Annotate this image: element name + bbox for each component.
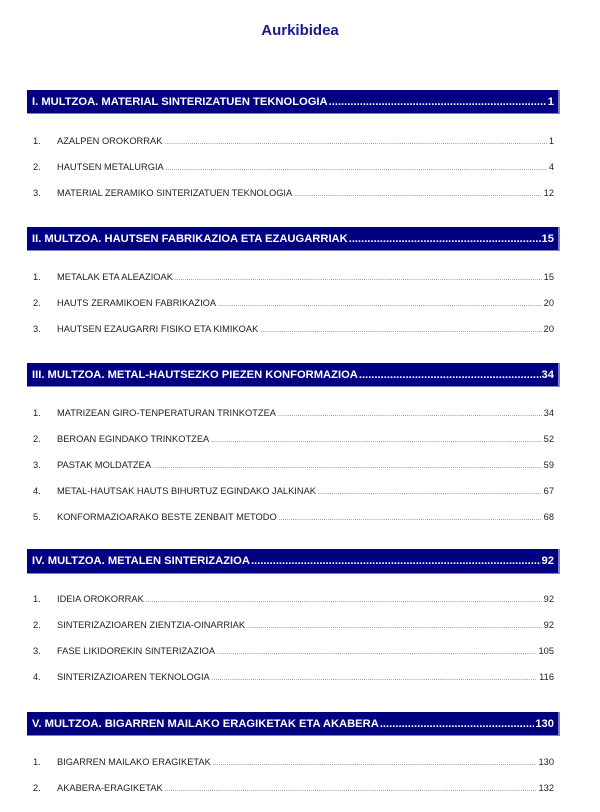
- toc-part-1: [27, 90, 560, 198]
- dot-leader: [247, 623, 542, 630]
- toc-part-4: [27, 549, 560, 682]
- part-header[interactable]: [27, 90, 560, 114]
- chapter-page-number: 92: [543, 620, 554, 630]
- part-page-number: 34: [541, 368, 554, 381]
- dot-leader: [166, 165, 547, 172]
- chapter-label: IDEIA OROKORRAK: [57, 594, 144, 604]
- part-page-number: 15: [541, 232, 554, 245]
- toc-chapter[interactable]: [27, 188, 554, 202]
- dot-leader: [217, 649, 536, 656]
- chapter-label: METAL-HAUTSAK HAUTS BIHURTUZ EGINDAKO JALKINAK: [57, 486, 316, 496]
- chapter-number: 2.: [33, 162, 41, 172]
- chapter-page-number: 15: [543, 272, 554, 282]
- toc-chapter[interactable]: [27, 672, 554, 686]
- part-header[interactable]: [27, 227, 560, 251]
- chapter-page-number: 92: [543, 594, 554, 604]
- chapter-page-number: 59: [543, 460, 554, 470]
- part-header[interactable]: [27, 549, 560, 574]
- toc-chapter[interactable]: [27, 460, 554, 474]
- chapter-label: BEROAN EGINDAKO TRINKOTZEA: [57, 434, 210, 444]
- dot-leader: [318, 489, 542, 496]
- toc-chapter[interactable]: [27, 757, 554, 771]
- chapter-label: METALAK ETA ALEAZIOAK: [57, 272, 173, 282]
- chapter-label: PASTAK MOLDATZEA: [57, 460, 152, 470]
- chapter-page-number: 52: [543, 434, 554, 444]
- part-label: IV. MULTZOA. METALEN SINTERIZAZIOA: [32, 555, 250, 567]
- dot-leader: [146, 597, 542, 604]
- part-label: V. MULTZOA. BIGARREN MAILAKO ERAGIKETAK ETA AKABERA: [32, 717, 379, 730]
- toc-chapter[interactable]: [27, 646, 554, 660]
- toc-chapter[interactable]: [27, 324, 554, 338]
- dot-leader: [278, 411, 542, 418]
- chapter-label: MATRIZEAN GIRO-TENPERATURAN TRINKOTZEA: [57, 408, 277, 418]
- dot-leader: [212, 675, 537, 682]
- chapter-page-number: 116: [539, 672, 554, 682]
- part-label: I. MULTZOA. MATERIAL SINTERIZATUEN TEKNOLOGIA: [32, 95, 328, 108]
- dot-leader: [260, 327, 541, 334]
- toc-chapter[interactable]: [27, 783, 554, 797]
- chapter-label: BIGARREN MAILAKO ERAGIKETAK: [57, 757, 211, 767]
- chapter-number: 3.: [33, 646, 41, 656]
- part-label: III. MULTZOA. METAL-HAUTSEZKO PIEZEN KONFORMAZIOA: [32, 368, 358, 381]
- chapter-number: 5.: [33, 512, 41, 522]
- chapter-label: SINTERIZAZIOAREN TEKNOLOGIA: [57, 672, 210, 682]
- chapter-page-number: 105: [538, 646, 554, 656]
- toc-chapter[interactable]: [27, 594, 554, 608]
- chapter-label: AKABERA-ERAGIKETAK: [57, 783, 163, 793]
- dot-leader: [213, 760, 537, 767]
- chapter-label: HAUTS ZERAMIKOEN FABRIKAZIOA: [57, 298, 217, 308]
- part-header[interactable]: [27, 712, 560, 736]
- dot-leader: [164, 139, 546, 146]
- chapter-label: HAUTSEN METALURGIA: [57, 162, 164, 172]
- dot-leader: [251, 555, 541, 567]
- dot-leader: [153, 463, 542, 470]
- toc-chapter[interactable]: [27, 434, 554, 448]
- toc-chapter[interactable]: [27, 512, 554, 526]
- toc-chapter[interactable]: [27, 408, 554, 422]
- chapter-page-number: 132: [538, 783, 554, 793]
- chapter-page-number: 4: [548, 162, 554, 172]
- part-label: II. MULTZOA. HAUTSEN FABRIKAZIOA ETA EZAUGARRIAK: [32, 232, 348, 245]
- chapter-number: 1.: [33, 272, 41, 282]
- dot-leader: [380, 718, 535, 730]
- dot-leader: [165, 786, 537, 793]
- chapter-number: 2.: [33, 434, 41, 444]
- chapter-page-number: 67: [543, 486, 554, 496]
- chapter-page-number: 130: [538, 757, 554, 767]
- dot-leader: [329, 96, 547, 108]
- dot-leader: [218, 301, 542, 308]
- chapter-page-number: 68: [543, 512, 554, 522]
- chapter-label: KONFORMAZIOARAKO BESTE ZENBAIT METODO: [57, 512, 277, 522]
- chapter-label: FASE LIKIDOREKIN SINTERIZAZIOA: [57, 646, 216, 656]
- part-page-number: 130: [535, 717, 554, 730]
- toc-chapter[interactable]: [27, 298, 554, 312]
- toc-chapter[interactable]: [27, 486, 554, 500]
- toc-chapter[interactable]: [27, 136, 554, 150]
- dot-leader: [294, 191, 541, 198]
- part-page-number: 92: [541, 555, 554, 567]
- part-page-number: 1: [547, 95, 554, 108]
- chapter-label: AZALPEN OROKORRAK: [57, 136, 163, 146]
- chapter-number: 2.: [33, 783, 41, 793]
- chapter-number: 3.: [33, 460, 41, 470]
- dot-leader: [349, 233, 541, 245]
- chapter-number: 4.: [33, 672, 41, 682]
- toc-part-2: [27, 227, 560, 334]
- chapter-label: MATERIAL ZERAMIKO SINTERIZATUEN TEKNOLOGIA: [57, 188, 293, 198]
- toc-part-5: [27, 712, 560, 793]
- chapter-number: 1.: [33, 408, 41, 418]
- chapter-page-number: 12: [543, 188, 554, 198]
- toc-chapter[interactable]: [27, 162, 554, 176]
- toc-chapter[interactable]: [27, 272, 554, 286]
- toc-part-3: [27, 363, 560, 522]
- chapter-number: 3.: [33, 324, 41, 334]
- dot-leader: [359, 369, 541, 381]
- chapter-page-number: 20: [543, 324, 554, 334]
- chapter-number: 3.: [33, 188, 41, 198]
- dot-leader: [211, 437, 541, 444]
- page-title: Aurkibidea: [261, 22, 339, 39]
- chapter-number: 1.: [33, 594, 41, 604]
- chapter-number: 1.: [33, 757, 41, 767]
- chapter-number: 2.: [33, 298, 41, 308]
- part-header[interactable]: [27, 363, 560, 387]
- chapter-page-number: 34: [543, 408, 554, 418]
- chapter-label: HAUTSEN EZAUGARRI FISIKO ETA KIMIKOAK: [57, 324, 259, 334]
- dot-leader: [175, 275, 542, 282]
- chapter-label: SINTERIZAZIOAREN ZIENTZIA-OINARRIAK: [57, 620, 246, 630]
- chapter-number: 4.: [33, 486, 41, 496]
- chapter-number: 1.: [33, 136, 41, 146]
- chapter-page-number: 1: [548, 136, 554, 146]
- toc-chapter[interactable]: [27, 620, 554, 634]
- dot-leader: [279, 515, 542, 522]
- chapter-number: 2.: [33, 620, 41, 630]
- chapter-page-number: 20: [543, 298, 554, 308]
